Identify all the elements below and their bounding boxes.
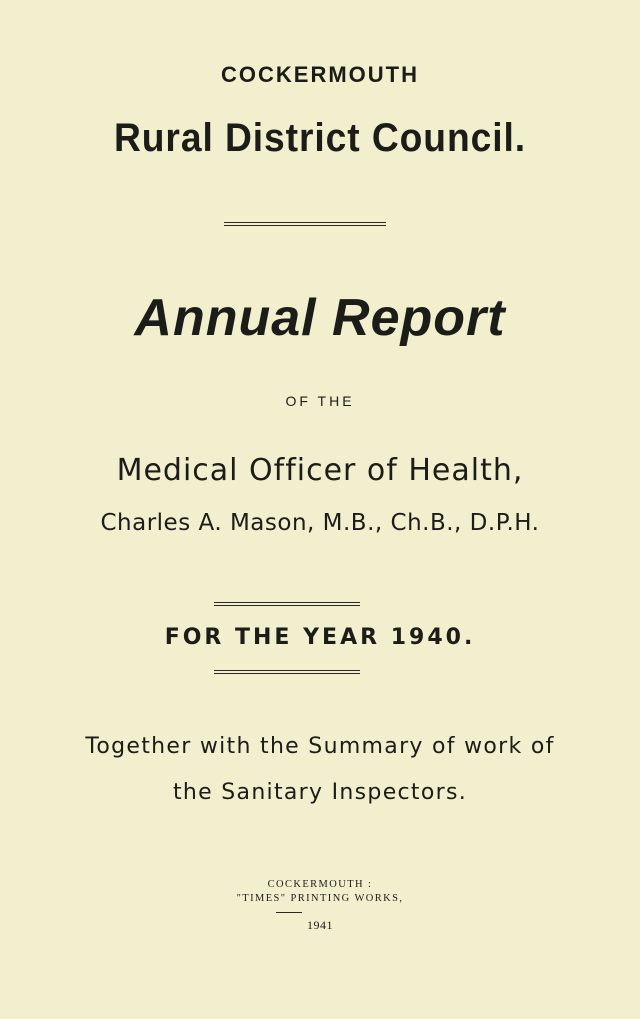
- report-title: Annual Report: [134, 289, 506, 347]
- imprint-rule: [276, 912, 302, 913]
- council-name: Rural District Council.: [113, 116, 527, 160]
- report-year: FOR THE YEAR 1940.: [164, 625, 476, 650]
- supplement-line-1: Together with the Summary of work of: [85, 734, 555, 759]
- town-heading: COCKERMOUTH: [221, 62, 419, 87]
- title-connector: OF THE: [285, 393, 355, 409]
- imprint-year: 1941: [307, 918, 333, 932]
- author-name: Charles A. Mason, M.B., Ch.B., D.P.H.: [100, 510, 540, 536]
- double-rule-divider-bottom: [214, 670, 360, 674]
- double-rule-divider: [224, 222, 386, 226]
- imprint-place: COCKERMOUTH :: [267, 878, 373, 890]
- imprint-printer: "TIMES" PRINTING WORKS,: [236, 892, 404, 904]
- double-rule-divider-top: [214, 602, 360, 606]
- officer-title: Medical Officer of Health,: [116, 453, 524, 488]
- supplement-line-2: the Sanitary Inspectors.: [172, 780, 468, 805]
